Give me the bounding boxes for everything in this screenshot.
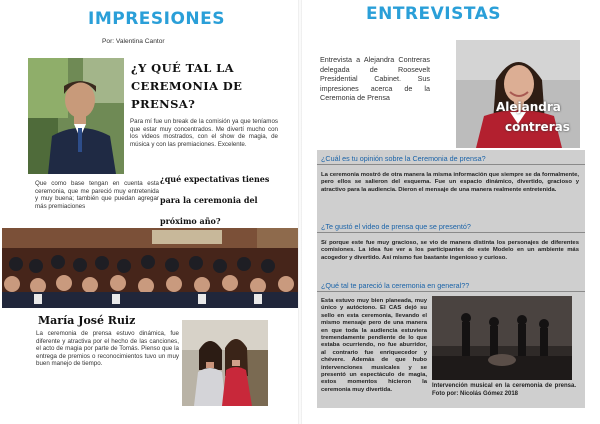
student-answer-2: Que como base tengan en cuenta esta ceremonia, que me pareció muy entretenida y muy buena; también que puedan agregar más premiaciones <box>35 180 159 210</box>
maria-jose-answer: La ceremonia de prensa estuvo dinámica, fue diferente y atractiva por el hecho de las canciones, el acto de magia por parte de Tomás. Pienso que la entrega de premios o reconocimientos tuvo un muy buen manejo de tiempo. <box>36 330 179 368</box>
question-2: ¿Te gustó el video de prensa que se presentó? <box>321 222 471 231</box>
answer-3: Esta estuvo muy bien planeada, muy único y autóctono. El CAS dejó su sello en esta ceremonia, llevando el mismo mensaje pero de una manera en que toda la audiencia estuviera tremendamente pendiente de lo que estaba ocurriendo, no fue aburridor, al contrario fue enriquecedor y chévere. Además de que hubo intervenciones musicales y se presentó un espectáculo de magia, estos momentos hicieron la ceremonia muy divertida. <box>321 298 427 393</box>
musical-photo-caption: Intervención musical en la ceremonia de prensa. Foto por: Nicolás Gómez 2018 <box>432 383 576 397</box>
question-1-rule <box>317 164 585 165</box>
question-3: ¿Qué tal te pareció la ceremonia en general?? <box>321 281 470 290</box>
interview-intro: Entrevista a Alejandra Contreras delegada de Roosevelt Presidential Cabinet. Sus impresiones acerca de la Ceremonia de Prensa <box>320 55 430 103</box>
two-students-photo <box>182 320 268 406</box>
musical-intervention-photo <box>432 296 572 380</box>
audience-image <box>2 228 298 308</box>
question-2-rule <box>317 232 585 233</box>
expectations-heading: ¿qué expectativas tienes para la ceremonia del próximo año? <box>160 174 270 226</box>
ceremony-question-heading: ¿Y QUÉ TAL LA CEREMONIA DE PRENSA? <box>131 61 243 111</box>
alejandra-photo-caption-2: contreras <box>505 120 570 134</box>
student-portrait-image <box>28 58 124 174</box>
alejandra-photo-caption-1: Alejandra <box>496 100 561 114</box>
answer-1: La ceremonia mostró de otra manera la misma información que siempre se da formalmente, pero ellos se salieron del esquema. Fue un espacio dinámico, divertido, gracioso y atractivo para la audiencia. Dieron el mensaje de una manera realmente entretenida. <box>321 172 579 193</box>
entrevistas-title: ENTREVISTAS <box>366 4 502 24</box>
author-byline: Por: Valentina Cantor <box>102 38 165 45</box>
impresiones-title: IMPRESIONES <box>88 9 226 29</box>
answer-2: Sí porque este fue muy gracioso, se vio de manera distinta los personajes de diferentes comisiones. La idea fue ver a los participantes de este Modelo en un ambiente más acogedor y divertido. Así mismo fue bastante ingenioso y curioso. <box>321 240 579 261</box>
question-3-rule <box>317 291 585 292</box>
two-students-image <box>182 320 268 406</box>
audience-photo <box>2 228 298 308</box>
musical-intervention-image <box>432 296 572 380</box>
student-portrait-photo <box>28 58 124 174</box>
maria-jose-name: María José Ruiz <box>38 314 136 327</box>
student-answer-1: Para mí fue un break de la comisión ya que teníamos que estar muy concentrados. Me divertí mucho con los videos mostrados, con el show de magia, de música y con las premiaciones. Excelente. <box>130 118 278 148</box>
question-1: ¿Cuál es tu opinión sobre la Ceremonia de prensa? <box>321 154 486 163</box>
page-fold <box>298 0 302 424</box>
